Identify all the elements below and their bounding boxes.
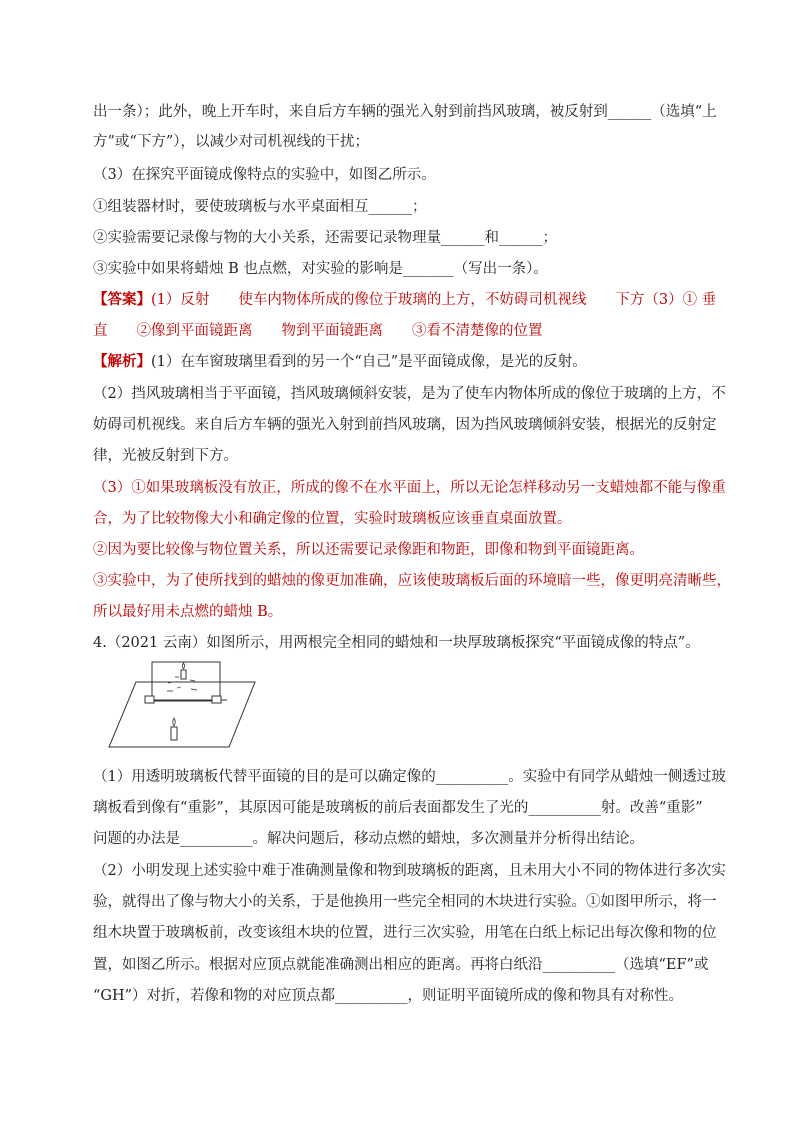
text-line: 出一条）；此外，晚上开车时，来自后方车辆的强光入射到前挡风玻璃，被反射到______（选填“上 xyxy=(93,104,717,120)
answer-line-2: 直 ②像到平面镜距离 物到平面镜距离 ③看不清楚像的位置 xyxy=(93,323,543,339)
answer-line xyxy=(93,290,717,310)
answer-tag: 【答案】 xyxy=(93,291,151,308)
analysis-line: 合，为了比较物像大小和确定像的位置，实验时玻璃板应该垂直桌面放置。 xyxy=(93,511,572,527)
question-line: 璃板看到像有“重影”，其原因可能是玻璃板的前后表面都发生了光的__________射。改善“重影” xyxy=(93,800,703,816)
question-line: 组木块置于玻璃板前，改变该组木块的位置，进行三次实验，用笔在白纸上标记出每次像和物的位 xyxy=(93,925,717,941)
question-line: 置，如图乙所示。根据对应顶点就能准确测出相应的距离。再将白纸沿__________（选填“EF”或 xyxy=(93,957,709,973)
text-line: ③实验中如果将蜡烛 B 也点燃，对实验的影响是_______（写出一条）。 xyxy=(93,261,548,277)
text-line: （3）在探究平面镜成像特点的实验中，如图乙所示。 xyxy=(93,167,436,183)
analysis-line xyxy=(93,352,713,372)
analysis-line: ②因为要比较像与物位置关系，所以还需要记录像距和物距，即像和物到平面镜距离。 xyxy=(93,542,644,558)
analysis-tag: 【解析】 xyxy=(93,353,151,370)
analysis-line: （2）挡风玻璃相当于平面镜，挡风玻璃倾斜安装，是为了使车内物体所成的像位于玻璃的上方，不 xyxy=(93,386,726,402)
analysis-line: 所以最好用未点燃的蜡烛 B。 xyxy=(93,604,283,620)
answer-text: (1）反射 使车内物体所成的像位于玻璃的上方，不妨碍司机视线 下方（3）① 垂 xyxy=(151,292,717,308)
mirror-experiment-figure xyxy=(108,660,256,748)
analysis-line: 律，光被反射到下方。 xyxy=(93,448,238,464)
text-line: 方”或“下方”），以减少对司机视线的干扰； xyxy=(93,134,369,150)
text-line: ②实验需要记录像与物的大小关系，还需要记录物理量______和______； xyxy=(93,230,557,246)
question-line: 验，就得出了像与物大小的关系，于是他换用一些完全相同的木块进行实验。①如图甲所示，将一 xyxy=(93,894,717,910)
question-line: （2）小明发现上述实验中难于准确测量像和物到玻璃板的距离，且未用大小不同的物体进行多次实 xyxy=(93,863,726,879)
analysis-line: 妨碍司机视线。来自后方车辆的强光入射到前挡风玻璃，因为挡风玻璃倾斜安装，根据光的反射定 xyxy=(93,417,717,433)
question-title: 4.（2021 云南）如图所示，用两根完全相同的蜡烛和一块厚玻璃板探究“平面镜成像的特点”。 xyxy=(93,635,700,651)
question-line: “GH”）对折，若像和物的对应顶点都__________，则证明平面镜所成的像和物具有对称性。 xyxy=(93,988,684,1004)
analysis-line: ③实验中，为了使所找到的蜡烛的像更加准确，应该使玻璃板后面的环境暗一些，像更明亮清晰些， xyxy=(93,573,731,589)
analysis-line: （3）①如果玻璃板没有放正，所成的像不在水平面上，所以无论怎样移动另一支蜡烛都不能与像重 xyxy=(93,480,726,496)
analysis-text: (1）在车窗玻璃里看到的另一个“自己”是平面镜成像，是光的反射。 xyxy=(151,354,587,370)
text-line: ①组装器材时，要使玻璃板与水平桌面相互______； xyxy=(93,199,427,215)
question-line: （1）用透明玻璃板代替平面镜的目的是可以确定像的__________。实验中有同学从蜡烛一侧透过玻 xyxy=(93,769,726,785)
question-line: 问题的办法是__________。解决问题后，移动点燃的蜡烛，多次测量并分析得出结论。 xyxy=(93,831,644,847)
